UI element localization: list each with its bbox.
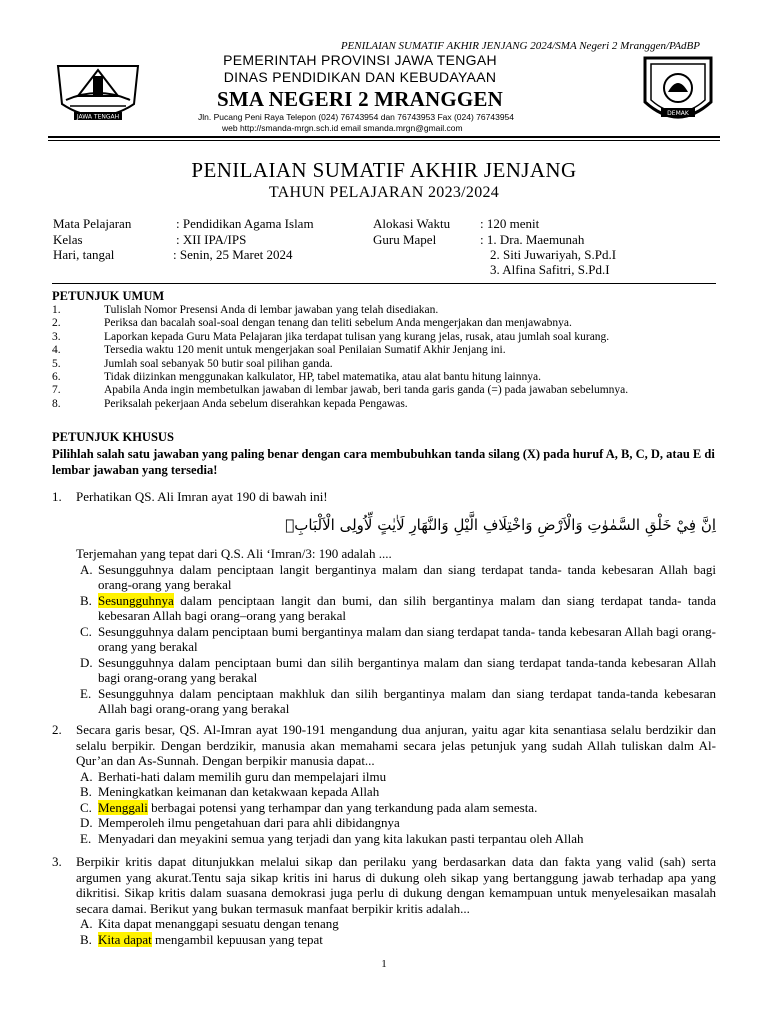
list-item: 8. Periksalah pekerjaan Anda sebelum diserahkan kepada Pengawas.: [52, 397, 408, 410]
school-web: web http://smanda-mrgn.sch.id email smanda.mrgn@gmail.com: [222, 123, 463, 133]
arabic-verse: اِنَّ فِيْ خَلْقِ السَّمٰوٰتِ وَالْاَرْضِ وَاخْتِلَافِ الَّيْلِ وَالنَّهَارِ لَاٰيٰتٍ لِّاُولِى الْاَلْبَابِۙ: [285, 516, 716, 534]
petunjuk-khusus-heading: PETUNJUK KHUSUS: [52, 430, 174, 444]
question-2: 2. Secara garis besar, QS. Al-Imran ayat 190-191 mengandung dua anjuran, yaitu agar kita senantiasa selalu berdzikir dan selalu berpikir. Dengan berdzikir, manusia akan memahami secara jelas petunjuk yang sudah Allah tuliskan dalm Al-Qur’an dan As-Sunnah. Dengan berpikir manusia dapat... A. Berhati-hati dalam memilih guru dan mempelajari ilmu B. Meningkatkan keimanan dan ketakwaan kepada Allah C. Menggali berbagai potensi yang terhampar dan yang terkandung pada alam semesta. D. Memperoleh ilmu pengetahuan dari para ahli dibidangnya E. Menyadari dan meyakini semua yang terjadi dan yang kita lakukan pasti terpantau oleh Allah: [52, 722, 716, 846]
option-a: A. Kita dapat menanggapi sesuatu dengan tenang: [80, 916, 339, 931]
letterhead-rule-thin: [48, 140, 720, 141]
exam-title: PENILAIAN SUMATIF AKHIR JENJANG: [191, 158, 577, 182]
option-b: B. Sesungguhnya dalam penciptaan langit dan bumi, dan silih bergantinya malam dan siang terdapat tanda- tanda kebesaran Allah bagi orang–orang yang berakal: [80, 592, 716, 623]
option-e: E. Menyadari dan meyakini semua yang terjadi dan yang kita lakukan pasti terpantau oleh Allah: [80, 830, 584, 846]
list-item: 1. Tulislah Nomor Presensi Anda di lembar jawaban yang telah disediakan.: [52, 304, 439, 316]
school-logo: [641, 52, 715, 132]
question-3: 3. Berpikir kritis dapat ditunjukkan melalui sikap dan perilaku yang berdasarkan data dan fakta yang valid (sah) serta argumen yang akurat.Tentu saja sikap kritis ini harus di dukung oleh sikap yang bertanggung jawab terhadap apa yang dikritisi. Sikap kritis dalam suasana demokrasi juga perlu di dukung dengan kemampuan untuk menyelesaikan masalah secara damai. Berikut yang bukan termasuk manfaat berpikir kritis adalah... A. Kita dapat menanggapi sesuatu dengan tenang B. Kita dapat mengambil kepuusan yang tepat: [52, 854, 716, 947]
svg-text:DEMAK: DEMAK: [667, 110, 689, 117]
list-item: 2. Periksa dan bacalah soal-soal dengan tenang dan teliti sebelum Anda mengerjakan dan menjawabnya.: [52, 317, 572, 330]
highlight: Sesungguhnya: [98, 592, 174, 608]
list-item: 7. Apabila Anda ingin membetulkan jawaban di lembar jawab, beri tanda garis ganda (=) pada jawaban sebelumnya.: [52, 384, 629, 397]
exam-subtitle: TAHUN PELAJARAN 2023/2024: [268, 184, 500, 201]
option-c: C. Menggali berbagai potensi yang terhampar dan yang terkandung pada alam semesta.: [80, 799, 538, 815]
label-hari-tanggal: Hari, tangal: [53, 247, 115, 262]
agency-name: DINAS PENDIDIKAN DAN KEBUDAYAAN: [223, 69, 497, 85]
highlight: Menggali: [98, 799, 148, 815]
question-1: 1. Perhatikan QS. Ali Imran ayat 190 di bawah ini!: [52, 489, 328, 504]
school-address: Jln. Pucang Peni Raya Telepon (024) 76743954 dan 76743953 Fax (024) 76743954: [198, 112, 515, 122]
value-alokasi-waktu: : 120 menit: [480, 216, 540, 231]
list-item: 4. Tersedia waktu 120 menit untuk mengerjakan soal Penilaian Sumatif Akhir Jenjang ini.: [52, 344, 506, 357]
petunjuk-umum-list: [52, 304, 720, 411]
option-a: A. Berhati-hati dalam memilih guru dan mempelajari ilmu: [80, 768, 387, 784]
jawa-tengah-logo: [48, 56, 148, 130]
list-item: 5. Jumlah soal sebanyak 50 butir soal pilihan ganda.: [52, 357, 333, 370]
letterhead: [160, 52, 620, 134]
list-item: 3. Laporkan kepada Guru Mata Pelajaran jika terdapat tulisan yang kurang jelas, rusak, atau jumlah soal kurang.: [52, 330, 610, 343]
value-guru-2: 2. Siti Juwariyah, S.Pd.I: [490, 247, 617, 262]
option-a: A. Sesungguhnya dalam penciptaan langit bergantinya malam dan siang terdapat tanda- tanda kebesaran Allah bagi orang-orang yang berakal: [80, 561, 716, 592]
label-kelas: Kelas: [53, 232, 83, 247]
value-hari-tanggal: : Senin, 25 Maret 2024: [173, 247, 293, 262]
label-alokasi-waktu: Alokasi Waktu: [373, 216, 451, 231]
option-e: E. Sesungguhnya dalam penciptaan makhluk dan silih bergantinya malam dan siang terdapat tanda-tanda kebesaran Allah bagi orang-orang yang berakal: [80, 685, 716, 716]
option-c: C. Sesungguhnya dalam penciptaan bumi bergantinya malam dan siang terdapat tanda- tanda kebesaran Allah bagi orang-orang yang berakal: [80, 623, 716, 654]
value-guru-3: 3. Alfina Safitri, S.Pd.I: [490, 262, 610, 277]
petunjuk-umum-heading: PETUNJUK UMUM: [52, 289, 165, 303]
petunjuk-khusus-text: Pilihlah salah satu jawaban yang paling benar dengan cara membubuhkan tanda silang (X) pada huruf A, B, C, D, atau E di lembar jawaban yang tersedia!: [52, 447, 715, 477]
school-name: SMA NEGERI 2 MRANGGEN: [217, 87, 503, 111]
letterhead-rule-thick: [48, 136, 720, 138]
option-b: B. Meningkatkan keimanan dan ketakwaan kepada Allah: [80, 784, 380, 799]
svg-text:JAWA TENGAH: JAWA TENGAH: [76, 113, 120, 121]
highlight: Kita dapat: [98, 931, 152, 947]
label-guru-mapel: Guru Mapel: [373, 232, 437, 247]
list-item: 6. Tidak diizinkan menggunakan kalkulator, HP, tabel matematika, atau alat bantu hitung lainnya.: [52, 371, 541, 384]
section-divider: [52, 283, 716, 284]
running-header: PENILAIAN SUMATIF AKHIR JENJANG 2024/SMA Negeri 2 Mranggen/PAdBP: [340, 40, 700, 52]
question-1-options: Terjemahan yang tepat dari Q.S. Ali ‘Imran/3: 190 adalah .... A. Sesungguhnya dalam penciptaan langit bergantinya malam dan siang terdapat tanda- tanda kebesaran Allah bagi orang-orang yang berakal B. Sesungguhnya dalam penciptaan langit dan bumi, dan silih bergantinya malam dan siang terdapat tanda- tanda kebesaran Allah bagi orang–orang yang berakal C. Sesungguhnya dalam penciptaan bumi bergantinya malam dan siang terdapat tanda- tanda kebesaran Allah bagi orang-orang yang berakal D. Sesungguhnya dalam penciptaan bumi dan silih bergantinya malam dan siang terdapat tanda-tanda kebesaran Allah bagi orang-orang yang berakal E. Sesungguhnya dalam penciptaan makhluk dan silih bergantinya malam dan siang terdapat tanda-tanda kebesaran Allah bagi orang-orang yang berakal: [52, 546, 716, 717]
government-name: PEMERINTAH PROVINSI JAWA TENGAH: [223, 52, 497, 68]
option-d: D. Memperoleh ilmu pengetahuan dari para ahli dibidangnya: [80, 815, 400, 830]
value-kelas: : XII IPA/IPS: [176, 232, 247, 247]
option-d: D. Sesungguhnya dalam penciptaan bumi dan silih bergantinya malam dan siang terdapat tanda-tanda kebesaran Allah bagi orang-orang yang berakal: [80, 654, 716, 685]
value-guru-1: : 1. Dra. Maemunah: [480, 232, 585, 247]
label-mata-pelajaran: Mata Pelajaran: [53, 216, 132, 231]
value-mata-pelajaran: : Pendidikan Agama Islam: [176, 216, 314, 231]
page-number: 1: [381, 958, 387, 970]
option-b: B. Kita dapat mengambil kepuusan yang tepat: [80, 931, 323, 947]
